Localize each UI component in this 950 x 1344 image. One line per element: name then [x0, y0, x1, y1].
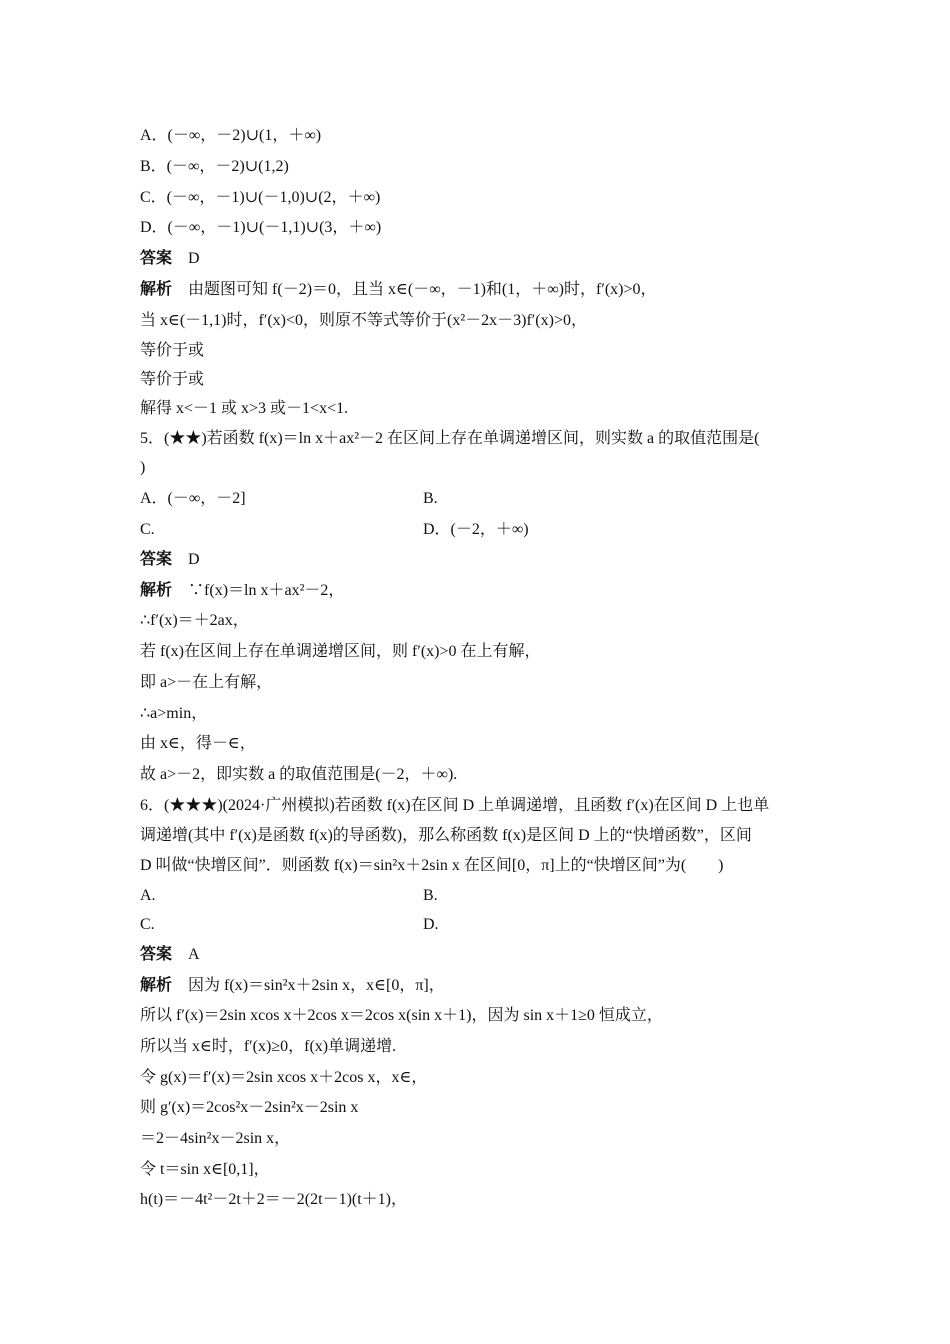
q4-option-d: D．(－∞，－1)∪(－1,1)∪(3，＋∞) — [140, 219, 382, 236]
q6-analysis-line-8: h(t)＝－4t²－2t＋2＝－2(2t－1)(t＋1)， — [140, 1191, 407, 1208]
q5-analysis-line-4: 即 a>－在上有解， — [140, 674, 273, 691]
q4-option-b: B．(－∞，－2)∪(1,2) — [140, 158, 289, 175]
q4-answer: D — [188, 250, 200, 267]
q5-analysis-line-3: 若 f(x)在区间上存在单调递增区间，则 f′(x)>0 在上有解， — [140, 643, 541, 660]
q5-answer-row — [140, 550, 200, 570]
q5-option-d: D．(－2，＋∞) — [423, 521, 529, 538]
q5-analysis-line-5: ∴a>min， — [140, 705, 208, 722]
q6-options-row-2 — [140, 915, 439, 935]
q6-analysis-line-6: ＝2－4sin²x－2sin x， — [140, 1130, 291, 1147]
q5-options-row-2 — [140, 520, 529, 540]
q5-analysis-line-6: 由 x∈，得－∈， — [140, 735, 256, 752]
analysis-text: 因为 f(x)＝sin²x＋2sin x，x∈[0，π]， — [188, 977, 445, 994]
q5-option-a: A．(－∞，－2] — [140, 490, 246, 507]
q6-options-row-1 — [140, 886, 438, 906]
q5-analysis-line-1 — [140, 581, 344, 601]
q5-stem-line-1: 5．(★★)若函数 f(x)＝ln x＋ax²－2 在区间上存在单调递增区间，则实数 a 的取值范围是( — [140, 430, 760, 447]
q4-analysis-line-1 — [140, 280, 657, 300]
answer-label: 答案 — [140, 551, 173, 568]
answer-label: 答案 — [140, 250, 173, 267]
q4-analysis-line-3: 等价于或 — [140, 342, 205, 359]
analysis-label: 解析 — [140, 281, 173, 298]
q5-options-row-1 — [140, 489, 438, 509]
q6-option-c: C. — [140, 916, 155, 933]
q4-option-c: C．(－∞，－1)∪(－1,0)∪(2，＋∞) — [140, 189, 381, 206]
q6-analysis-line-1 — [140, 976, 445, 996]
q6-option-a: A. — [140, 887, 156, 904]
q5-option-b: B. — [423, 490, 438, 507]
analysis-text: 由题图可知 f(－2)＝0，且当 x∈(－∞，－1)和(1，＋∞)时，f′(x)>0， — [188, 281, 657, 298]
analysis-label: 解析 — [140, 582, 173, 599]
q6-option-b: B. — [423, 887, 438, 904]
q5-answer: D — [188, 551, 200, 568]
q6-analysis-line-3: 所以当 x∈时，f′(x)≥0，f(x)单调递增. — [140, 1038, 397, 1055]
analysis-text: ∵f(x)＝ln x＋ax²－2， — [188, 582, 345, 599]
q6-stem-line-1: 6．(★★★)(2024·广州模拟)若函数 f(x)在区间 D 上单调递增，且函数 f′(x)在区间 D 上也单 — [140, 797, 770, 814]
q5-analysis-line-7: 故 a>－2，即实数 a 的取值范围是(－2，＋∞). — [140, 766, 458, 783]
q4-analysis-line-2: 当 x∈(－1,1)时，f′(x)<0，则原不等式等价于(x²－2x－3)f′(x)>0， — [140, 312, 587, 329]
q5-stem-line-2: ) — [140, 459, 146, 476]
q6-option-d: D. — [423, 916, 439, 933]
q6-analysis-line-4: 令 g(x)＝f′(x)＝2sin xcos x＋2cos x，x∈， — [140, 1069, 428, 1086]
q6-analysis-line-7: 令 t＝sin x∈[0,1]， — [140, 1161, 270, 1178]
q4-analysis-line-4: 等价于或 — [140, 371, 205, 388]
q6-answer: A — [188, 946, 200, 963]
q4-answer-row — [140, 249, 200, 269]
q6-answer-row — [140, 945, 200, 965]
q5-option-c: C. — [140, 521, 155, 538]
q6-analysis-line-2: 所以 f′(x)＝2sin xcos x＋2cos x＝2cos x(sin x＋1)，因为 sin x＋1≥0 恒成立， — [140, 1007, 663, 1024]
q4-option-a: A．(－∞，－2)∪(1，＋∞) — [140, 127, 322, 144]
q5-analysis-line-2: ∴f′(x)＝＋2ax， — [140, 612, 249, 629]
q6-stem-line-3: D 叫做“快增区间”．则函数 f(x)＝sin²x＋2sin x 在区间[0，π]上的“快增区间”为( ) — [140, 857, 724, 874]
answer-label: 答案 — [140, 946, 173, 963]
analysis-label: 解析 — [140, 977, 173, 994]
q6-stem-line-2: 调递增(其中 f′(x)是函数 f(x)的导函数)，那么称函数 f(x)是区间 D 上的“快增函数”，区间 — [140, 827, 752, 844]
q6-analysis-line-5: 则 g′(x)＝2cos²x－2sin²x－2sin x — [140, 1099, 359, 1116]
q4-analysis-line-5: 解得 x<－1 或 x>3 或－1<x<1. — [140, 400, 349, 417]
